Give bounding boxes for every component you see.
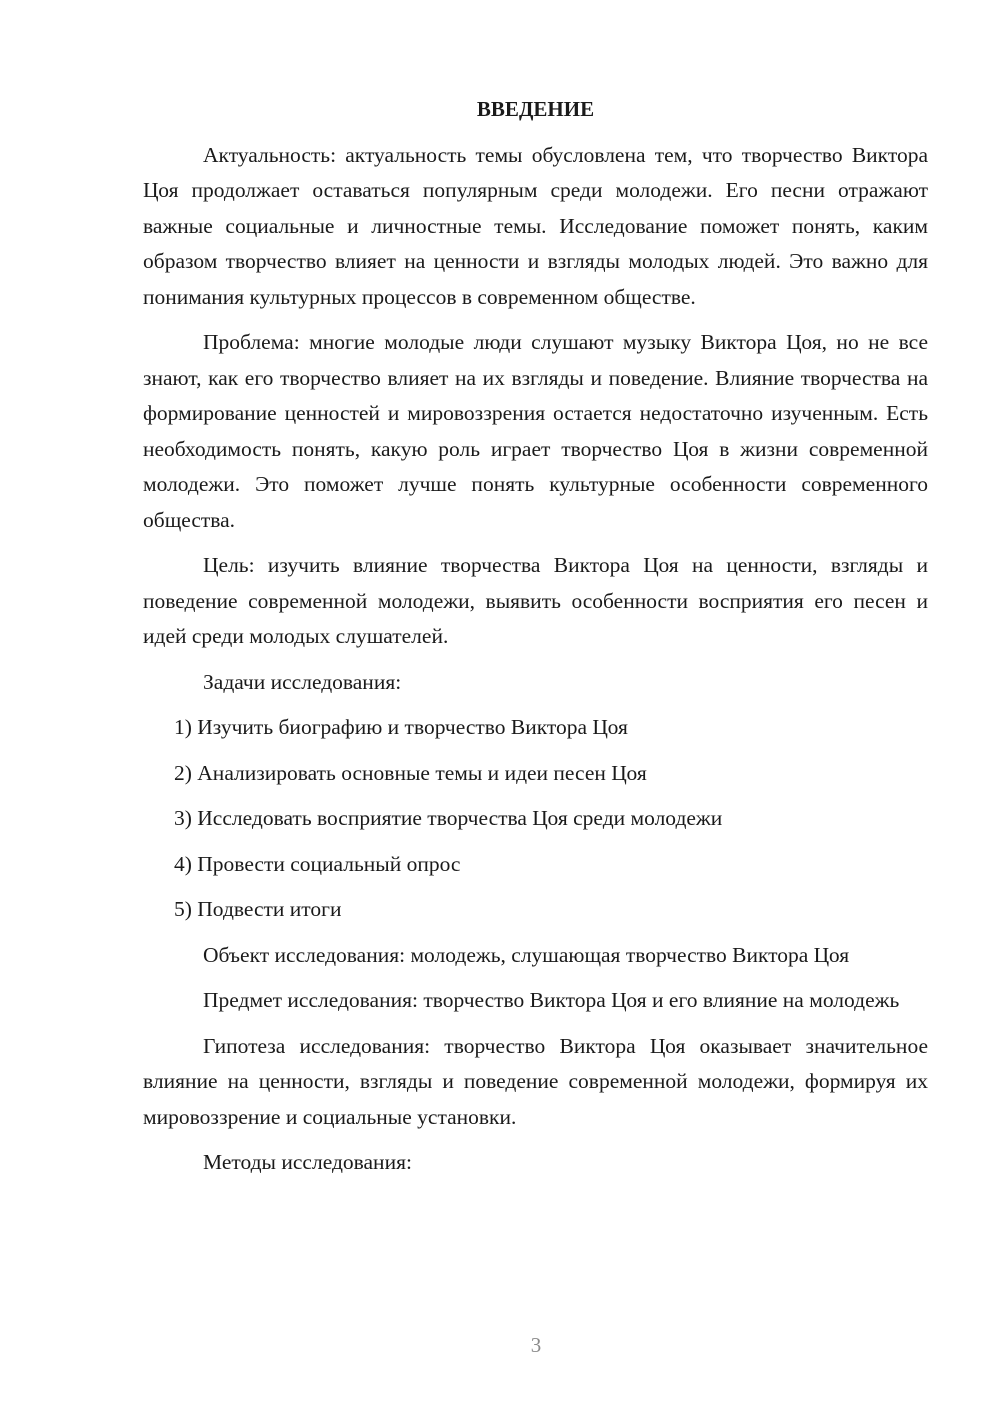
document-page [143, 92, 928, 1191]
tasks-list [143, 710, 928, 928]
problem-paragraph: Проблема: многие молодые люди слушают музыку Виктора Цоя, но не все знают, как его творчество влияет на их взгляды и поведение. Влияние творчества на формирование ценностей и мировоззрения остается недостаточно изученным. Есть необходимость понять, какую роль играет творчество Цоя в жизни современной молодежи. Это поможет лучше понять культурные особенности современного общества. [143, 330, 928, 532]
list-item: 1) Изучить биографию и творчество Виктора Цоя [174, 715, 628, 739]
page-number: 3 [530, 1333, 542, 1357]
goal-paragraph: Цель: изучить влияние творчества Виктора Цоя на ценности, взгляды и поведение современной молодежи, выявить особенности восприятия его песен и идей среди молодых слушателей. [143, 553, 928, 648]
list-item: 4) Провести социальный опрос [174, 851, 461, 876]
list-item: 5) Подвести итоги [174, 897, 342, 921]
tasks-heading: Задачи исследования: [203, 669, 402, 694]
methods-heading: Методы исследования: [203, 1150, 412, 1174]
subject-paragraph: Предмет исследования: творчество Виктора Цоя и его влияние на молодежь [203, 988, 900, 1012]
list-item: 3) Исследовать восприятие творчества Цоя среди молодежи [174, 806, 723, 830]
object-paragraph: Объект исследования: молодежь, слушающая творчество Виктора Цоя [203, 942, 850, 967]
relevance-paragraph: Актуальность: актуальность темы обусловлена тем, что творчество Виктора Цоя продолжает оставаться популярным среди молодежи. Его песни отражают важные социальные и личностные темы. Исследование поможет понять, каким образом творчество влияет на ценности и взгляды молодых людей. Это важно для понимания культурных процессов в современном обществе. [143, 142, 928, 309]
hypothesis-paragraph: Гипотеза исследования: творчество Виктора Цоя оказывает значительное влияние на ценности, взгляды и поведение современной молодежи, формируя их мировоззрение и социальные установки. [143, 1033, 928, 1129]
list-item: 2) Анализировать основные темы и идеи песен Цоя [174, 760, 647, 785]
page-title: ВВЕДЕНИЕ [476, 97, 595, 121]
